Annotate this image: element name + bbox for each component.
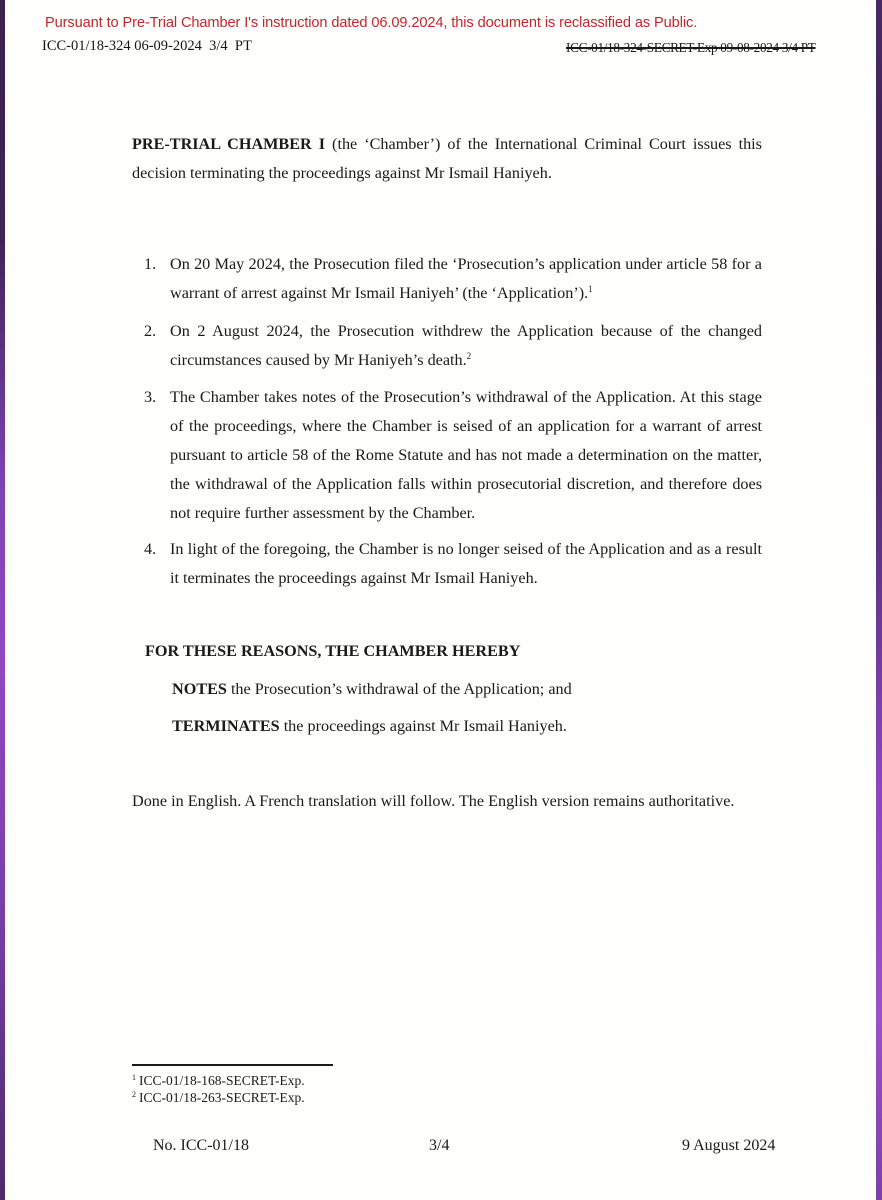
chamber-name: PRE-TRIAL CHAMBER I: [132, 135, 326, 153]
paragraph-number: 3.: [144, 388, 157, 406]
paragraph-text: The Chamber takes notes of the Prosecution’s withdrawal of the Application. At this stage of the proceedings, where the Chamber is seised of an application for a warrant of arrest pursuant to article 58 of the Rome Statute and has not made a determination on the matter, the withdrawal of the Application falls within prosecutorial discretion, and therefore does not require further assessment by the Chamber.: [170, 388, 762, 522]
document-reference-header: ICC-01/18-324 06-09-2024 3/4 PT: [42, 38, 252, 54]
footnote-ref-2[interactable]: 2: [466, 351, 472, 361]
paragraph-text: On 20 May 2024, the Prosecution filed the ‘Prosecution’s application under article 58 for a warrant of arrest against Mr Ismail Haniyeh’ (the ‘Application’).: [170, 255, 762, 302]
operative-item-terminates: [172, 712, 567, 741]
footnote-number: 2: [132, 1089, 136, 1099]
operative-text: the proceedings against Mr Ismail Haniyeh.: [279, 717, 567, 735]
operative-verb: NOTES: [172, 680, 227, 698]
operative-text: the Prosecution’s withdrawal of the Application; and: [226, 680, 572, 698]
struck-original-reference: ICC-01/18-324-SECRET-Exp 09-08-2024 3/4 PT: [566, 40, 816, 55]
numbered-paragraph-3: [144, 383, 762, 528]
numbered-paragraph-1: [144, 250, 762, 308]
footnote-2: [132, 1090, 305, 1107]
footnote-number: 1: [132, 1073, 136, 1082]
intro-paragraph: [132, 130, 762, 188]
intro-text: (the ‘Chamber’) of the International Criminal Court issues this decision terminating the proceedings against Mr Ismail Haniyeh.: [132, 135, 762, 182]
paragraph-number: 2.: [144, 322, 157, 340]
footnotes: [132, 1073, 305, 1106]
footer-date: 9 August 2024: [682, 1137, 776, 1154]
reclassification-notice: Pursuant to Pre-Trial Chamber I's instruction dated 06.09.2024, this document is reclassified as Public.: [45, 15, 698, 31]
operative-heading: FOR THESE REASONS, THE CHAMBER HEREBY: [145, 642, 521, 660]
footer-case-number: No. ICC-01/18: [153, 1137, 249, 1154]
paragraph-text: On 2 August 2024, the Prosecution withdrew the Application because of the changed circumstances caused by Mr Haniyeh’s death.: [170, 322, 762, 369]
footnote-1: [132, 1073, 305, 1090]
paragraph-number: 4.: [144, 540, 157, 558]
numbered-paragraph-2: [144, 317, 762, 375]
footnote-text: ICC-01/18-263-SECRET-Exp.: [139, 1089, 305, 1105]
numbered-paragraph-4: [144, 535, 762, 593]
paragraph-number: 1.: [144, 255, 157, 273]
footnote-divider: [132, 1064, 333, 1066]
operative-verb: TERMINATES: [172, 717, 280, 735]
document-page: [5, 0, 876, 1200]
footnote-ref-1[interactable]: 1: [588, 284, 593, 294]
paragraph-text: In light of the foregoing, the Chamber is no longer seised of the Application and as a result it terminates the proceedings against Mr Ismail Haniyeh.: [170, 540, 762, 587]
right-edge-accent: [876, 0, 882, 1200]
footer-page-number: 3/4: [429, 1137, 450, 1154]
footnote-text: ICC-01/18-168-SECRET-Exp.: [139, 1073, 305, 1088]
operative-item-notes: [172, 675, 572, 704]
closing-statement: Done in English. A French translation will follow. The English version remains authoritative.: [132, 792, 735, 810]
